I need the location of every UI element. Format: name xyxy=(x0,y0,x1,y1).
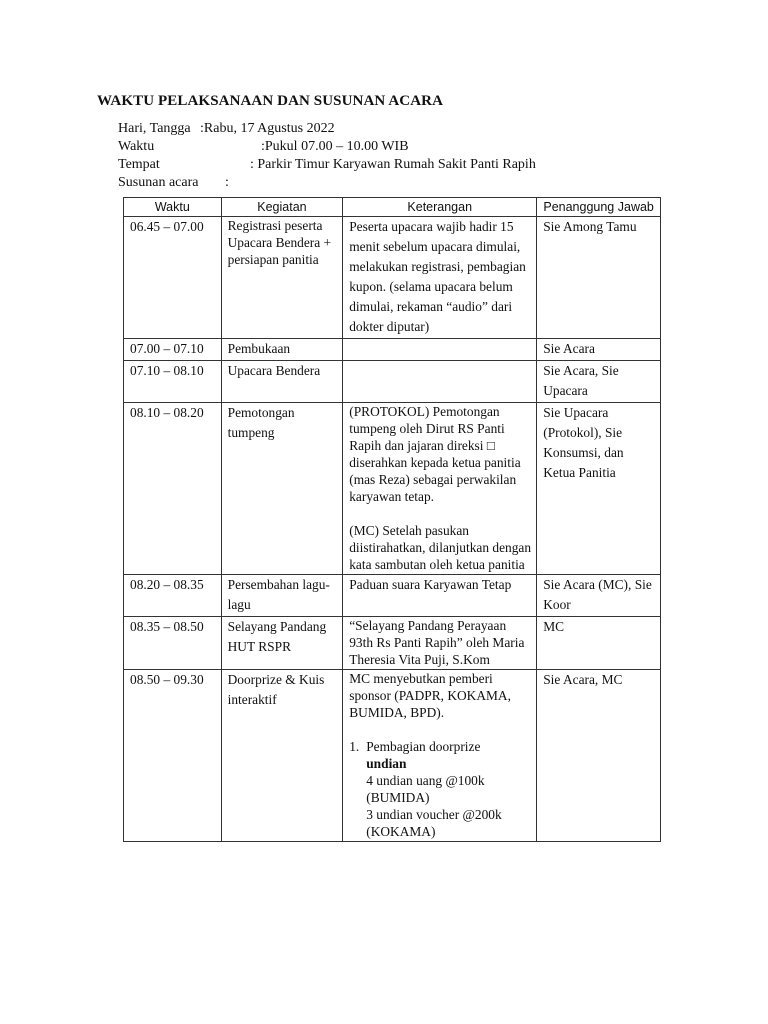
info-value: :Rabu, 17 Agustus 2022 xyxy=(200,121,335,136)
cell-keterangan xyxy=(343,670,537,842)
column-header-kegiatan: Kegiatan xyxy=(221,198,343,217)
page-title: WAKTU PELAKSANAAN DAN SUSUNAN ACARA xyxy=(97,93,444,109)
list-item-line: 4 undian uang @100k (BUMIDA) xyxy=(366,773,485,805)
table-row xyxy=(124,361,661,403)
info-value: : Parkir Timur Karyawan Rumah Sakit Panti Rapih xyxy=(250,157,536,172)
info-value: :Pukul 07.00 – 10.00 WIB xyxy=(261,139,409,154)
cell-kegiatan: Upacara Bendera xyxy=(221,361,343,403)
list-item-text: Pembagian doorprize xyxy=(366,739,481,754)
cell-penanggung-jawab: Sie Acara xyxy=(537,339,661,361)
table-row xyxy=(124,617,661,670)
cell-kegiatan: Pembukaan xyxy=(221,339,343,361)
list-item-bold: undian xyxy=(366,756,407,771)
cell-kegiatan: Doorprize & Kuis interaktif xyxy=(221,670,343,842)
column-header-waktu: Waktu xyxy=(124,198,222,217)
cell-penanggung-jawab: Sie Among Tamu xyxy=(537,217,661,339)
cell-waktu: 07.00 – 07.10 xyxy=(124,339,222,361)
cell-penanggung-jawab: MC xyxy=(537,617,661,670)
cell-keterangan: “Selayang Pandang Perayaan 93th Rs Panti Rapih” oleh Maria Theresia Vita Puji, S.Kom xyxy=(343,617,537,670)
schedule-table xyxy=(123,197,661,842)
info-label: Waktu xyxy=(118,139,155,154)
keterangan-paragraph: MC menyebutkan pemberi sponsor (PADPR, KOKAMA, BUMIDA, BPD). xyxy=(349,671,511,720)
table-row xyxy=(124,339,661,361)
cell-waktu: 08.10 – 08.20 xyxy=(124,403,222,575)
keterangan-paragraph: (PROTOKOL) Pemotongan tumpeng oleh Dirut RS Panti Rapih dan jajaran direksi □ diserahkan kepada ketua panitia (mas Reza) sebagai perwakilan karyawan tetap. xyxy=(349,404,521,504)
info-label: Tempat xyxy=(118,157,160,172)
table-row xyxy=(124,575,661,617)
table-row xyxy=(124,217,661,339)
cell-penanggung-jawab: Sie Acara, Sie Upacara xyxy=(537,361,661,403)
doorprize-list xyxy=(349,738,531,840)
info-label: Susunan acara xyxy=(118,175,199,190)
cell-waktu: 07.10 – 08.10 xyxy=(124,361,222,403)
table-row xyxy=(124,670,661,842)
list-number: 1. xyxy=(349,739,360,754)
cell-waktu: 08.35 – 08.50 xyxy=(124,617,222,670)
cell-penanggung-jawab: Sie Acara (MC), Sie Koor xyxy=(537,575,661,617)
table-row xyxy=(124,403,661,575)
cell-waktu: 08.50 – 09.30 xyxy=(124,670,222,842)
cell-waktu: 06.45 – 07.00 xyxy=(124,217,222,339)
keterangan-paragraph: (MC) Setelah pasukan diistirahatkan, dilanjutkan dengan kata sambutan oleh ketua panitia xyxy=(349,523,532,572)
column-header-keterangan: Keterangan xyxy=(343,198,537,217)
cell-keterangan xyxy=(343,361,537,403)
info-value: : xyxy=(225,175,229,190)
cell-penanggung-jawab: Sie Acara, MC xyxy=(537,670,661,842)
cell-waktu: 08.20 – 08.35 xyxy=(124,575,222,617)
cell-keterangan xyxy=(343,403,537,575)
info-label: Hari, Tangga xyxy=(118,121,191,136)
cell-kegiatan: Pemotongan tumpeng xyxy=(221,403,343,575)
list-item-line: 3 undian voucher @200k (KOKAMA) xyxy=(366,807,502,839)
cell-keterangan: Peserta upacara wajib hadir 15 menit sebelum upacara dimulai, melakukan registrasi, pembagian kupon. (selama upacara belum dimulai, rekaman “audio” dari dokter diputar) xyxy=(343,217,537,339)
cell-keterangan: Paduan suara Karyawan Tetap xyxy=(343,575,537,617)
cell-keterangan xyxy=(343,339,537,361)
column-header-penanggung-jawab: Penanggung Jawab xyxy=(537,198,661,217)
table-header-row xyxy=(124,198,661,217)
cell-kegiatan: Registrasi peserta Upacara Bendera + persiapan panitia xyxy=(221,217,343,339)
cell-kegiatan: Selayang Pandang HUT RSPR xyxy=(221,617,343,670)
cell-penanggung-jawab: Sie Upacara (Protokol), Sie Konsumsi, dan Ketua Panitia xyxy=(537,403,661,575)
cell-kegiatan: Persembahan lagu-lagu xyxy=(221,575,343,617)
